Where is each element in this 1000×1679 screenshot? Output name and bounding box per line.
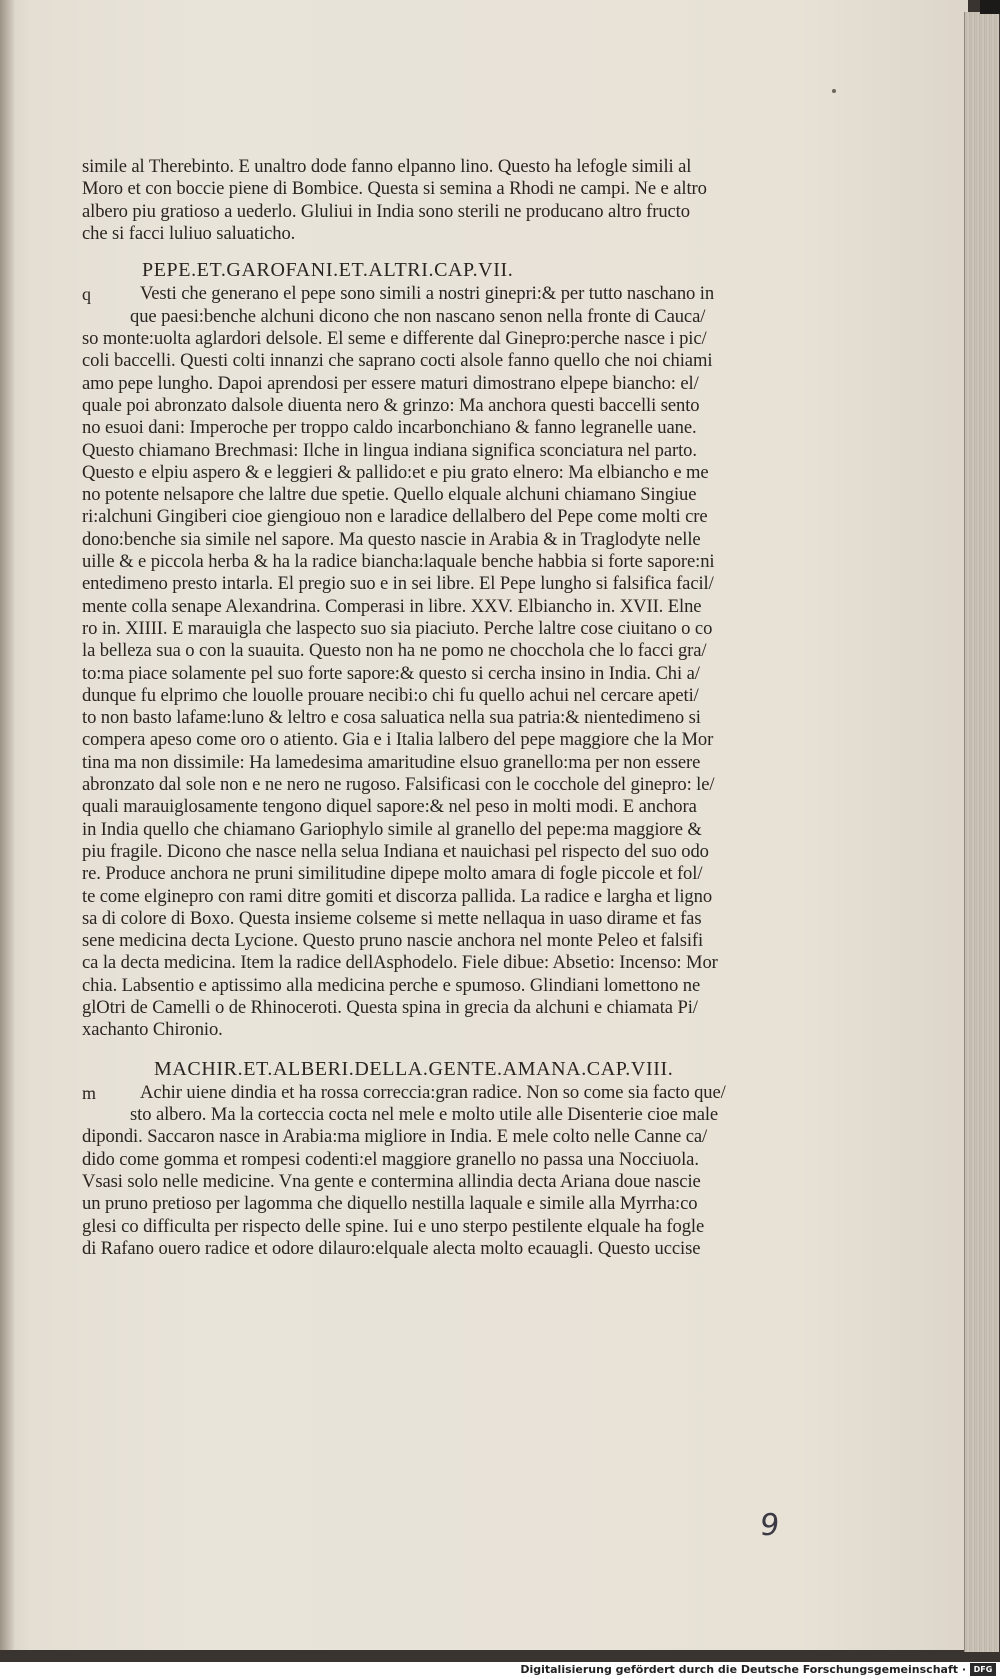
- text-line: un pruno pretioso per lagomma che diquello nestilla laquale e simile alla Myrrha:co: [82, 1193, 698, 1215]
- chapter-8-body: [82, 1104, 722, 1260]
- text-line: ri:alchuni Gingiberi cioe giengiouo non e laradice dellalbero del Pepe come molti cre: [82, 506, 708, 528]
- text-line: glesi co difficulta per rispecto delle spine. Iui e uno sterpo pestilente elquale ha fogle: [82, 1215, 705, 1237]
- text-line: re. Produce anchora ne pruni similitudine dipepe molto amara di fogle piccole et fol/: [82, 863, 703, 885]
- text-line: so monte:uolta aglardori delsole. El seme e differente dal Ginepro:perche nasce i pic/: [82, 328, 707, 350]
- text-line: Questo e elpiu aspero & e leggieri & pallido:et e piu grato elnero: Ma elbiancho e me: [82, 461, 709, 483]
- text-line: sa di colore di Boxo. Questa insieme colseme si mette nellaqua in uaso dirame et fas: [82, 907, 702, 929]
- text-line: dono:benche sia simile nel sapore. Ma questo nascie in Arabia & in Traglodyte nelle: [82, 528, 701, 550]
- text-line: no esuoi dani: Imperoche per troppo caldo incarbonchiano & fanno legranelle uane.: [82, 417, 697, 439]
- page-edges: [964, 12, 999, 1652]
- text-line: ca la decta medicina. Item la radice dellAsphodelo. Fiele dibue: Absetio: Incenso: Mor: [82, 952, 718, 974]
- text-line: simile al Therebinto. E unaltro dode fanno elpanno lino. Questo ha lefogle simili al: [82, 156, 692, 177]
- paper-spot: [832, 89, 836, 93]
- text-line: ro in. XIIII. E marauigla che laspecto suo sia piaciuto. Perche laltre cose ciuitano o co: [82, 617, 713, 639]
- text-line: dunque fu elprimo che louolle prouare necibi:o chi fu quello achui nel cercare apeti/: [82, 684, 699, 706]
- page-text: [82, 156, 726, 1260]
- text-line: te come elginepro con rami ditre gomiti et discorza pallida. La radice e largha et ligno: [82, 885, 713, 907]
- text-line: to:ma piace solamente pel suo forte sapore:& questo si cercha insino in India. Chi a/: [82, 662, 700, 684]
- intro-paragraph: [82, 156, 722, 245]
- chapter-heading-7: PEPE.ET.GAROFANI.ET.ALTRI.CAP.VII.: [142, 259, 514, 282]
- text-line: dido come gomma et rompesi codenti:el maggiore granello no passa una Nocciuola.: [82, 1148, 699, 1170]
- text-line: entedimeno presto intarla. El pregio suo e in sei libre. El Pepe lungho si falsifica facil/: [82, 573, 714, 595]
- text-line: compera apeso come oro o atiento. Gia e i Italia lalbero del pepe maggiore che la Mor: [82, 729, 714, 751]
- text-line: que paesi:benche alchuni dicono che non nascano senon nella fronte di Cauca/: [130, 305, 706, 327]
- text-line: quale poi abronzato dalsole diuenta nero & grinzo: Ma anchora questi baccelli sento: [82, 394, 700, 416]
- funding-credit: Digitalisierung gefördert durch die Deutsche Forschungsgemeinschaft ·: [520, 1663, 966, 1676]
- initial-guide-letter: m: [82, 1082, 96, 1103]
- chapter-heading-8: MACHIR.ET.ALBERI.DELLA.GENTE.AMANA.CAP.VIII.: [154, 1057, 674, 1080]
- text-line: dipondi. Saccaron nasce in Arabia:ma migliore in India. E mele colto nelle Canne ca/: [82, 1126, 708, 1148]
- text-line: sto albero. Ma la corteccia cocta nel mele e molto utile alle Disenterie cioe male: [130, 1104, 719, 1126]
- text-line: che si facci luliuo saluaticho.: [82, 222, 296, 244]
- initial-guide-letter: q: [82, 284, 91, 305]
- text-line: Vesti che generano el pepe sono simili a nostri ginepri:& per tutto naschano in: [140, 283, 715, 305]
- scan-corner: [980, 0, 1000, 14]
- chapter-7-body: [82, 306, 722, 1042]
- text-line: albero piu gratioso a uederlo. Gluliui in India sono sterili ne producano altro fructo: [82, 200, 690, 222]
- text-line: uille & e piccola herba & ha la radice biancha:laquale benche habbia si forte sapore:ni: [82, 551, 715, 573]
- text-line: di Rafano ouero radice et odore dilauro:elquale alecta molto ecauagli. Questo uccise: [82, 1237, 701, 1259]
- text-line: xachanto Chironio.: [82, 1019, 223, 1041]
- text-line: sene medicina decta Lycione. Questo pruno nascie anchora nel monte Peleo et falsifi: [82, 930, 704, 952]
- text-line: mente colla senape Alexandrina. Comperasi in libre. XXV. Elbiancho in. XVII. Elne: [82, 595, 702, 617]
- text-line: no potente nelsapore che laltre due spetie. Quello elquale alchuni chiamano Singiue: [82, 484, 697, 506]
- text-line: Vsasi solo nelle medicine. Vna gente e contermina allindia decta Ariana doue nascie: [82, 1171, 701, 1193]
- text-line: chia. Labsentio e aptissimo alla medicina perche e spumoso. Glindiani lomettono ne: [82, 974, 701, 996]
- dfg-logo: DFG: [970, 1663, 996, 1676]
- folio-number: 9: [758, 1508, 781, 1543]
- text-line: amo pepe lungho. Dapoi aprendosi per essere maturi dimostrano elpepe biancho: el/: [82, 372, 699, 394]
- text-line: piu fragile. Dicono che nasce nella selua Indiana et nauichasi pel rispecto del suo odo: [82, 840, 709, 862]
- text-line: Moro et con boccie piene di Bombice. Questa si semina a Rhodi ne campi. Ne e altro: [82, 178, 707, 200]
- text-line: glOtri de Camelli o de Rhinoceroti. Questa spina in grecia da alchuni e chiamata Pi/: [82, 996, 698, 1018]
- gutter-shadow: [0, 0, 14, 1650]
- text-line: la belleza sua o con la suauita. Questo non ha ne pomo ne chocchola che lo facci gra/: [82, 640, 707, 662]
- text-line: abronzato dal sole non e ne nero ne rugoso. Falsificasi con le cocchole del ginepro: le/: [82, 774, 715, 796]
- text-line: quali marauiglosamente tengono diquel sapore:& nel peso in molti modi. E anchora: [82, 796, 697, 818]
- text-line: to non basto lafame:luno & leltro e cosa saluatica nella sua patria:& nientedimeno si: [82, 707, 701, 729]
- chapter-7-first-row: [82, 283, 722, 305]
- text-line: Achir uiene dindia et ha rossa correccia:gran radice. Non so come sia facto que/: [140, 1081, 726, 1103]
- text-line: coli baccelli. Questi colti innanzi che saprano cocti alsole fanno quello che noi chiami: [82, 350, 713, 372]
- text-line: Questo chiamano Brechmasi: Ilche in lingua indiana significa sconciatura nel parto.: [82, 439, 697, 461]
- chapter-8-first-row: [82, 1081, 726, 1104]
- text-line: tina ma non dissimile: Ha lamedesima amaritudine elsuo granello:ma per non essere: [82, 751, 701, 773]
- text-line: in India quello che chiamano Gariophylo simile al granello del pepe:ma maggiore &: [82, 818, 702, 840]
